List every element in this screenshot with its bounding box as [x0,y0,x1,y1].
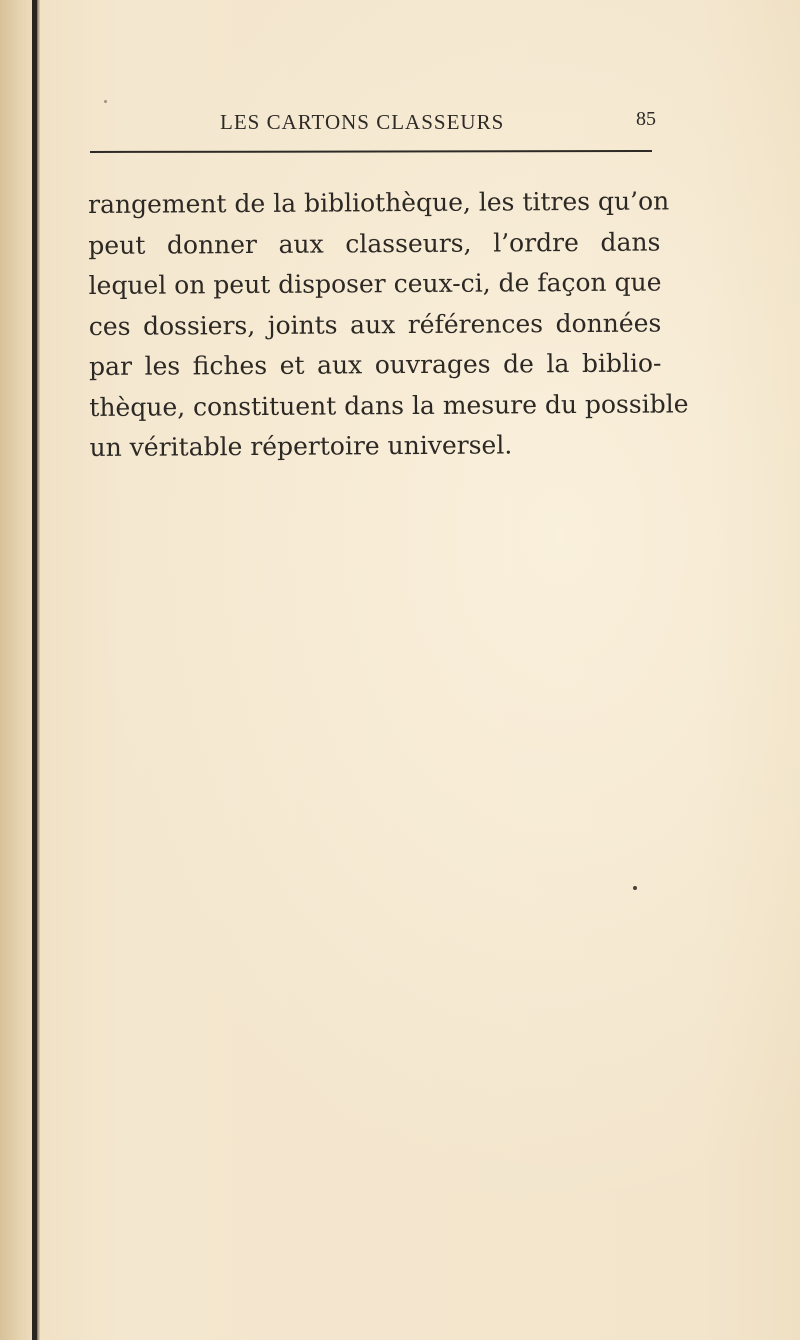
page-header [90,104,660,140]
text-line: par les fiches et aux ouvrages de la biblio- [89,348,662,381]
text-line: rangement de la bibliothèque, les titres qu’on [88,186,670,219]
header-rule [90,150,652,153]
text-line: thèque, constituent dans la mesure du possible [89,388,689,422]
binding-edge-shade [37,0,40,1340]
body-paragraph [88,182,689,469]
text-line: peut donner aux classeurs, l’ordre dans [88,227,661,260]
text-line: ces dossiers, joints aux références données [88,308,662,341]
page-number: 85 [636,108,656,130]
running-title: LES CARTONS CLASSEURS [220,110,505,134]
page-gutter [0,0,32,1340]
paper-speck [633,886,637,890]
text-line: un véritable répertoire universel. [89,430,513,462]
text-line: lequel on peut disposer ceux-ci, de façon que [88,267,662,300]
paper-speck [104,100,107,103]
